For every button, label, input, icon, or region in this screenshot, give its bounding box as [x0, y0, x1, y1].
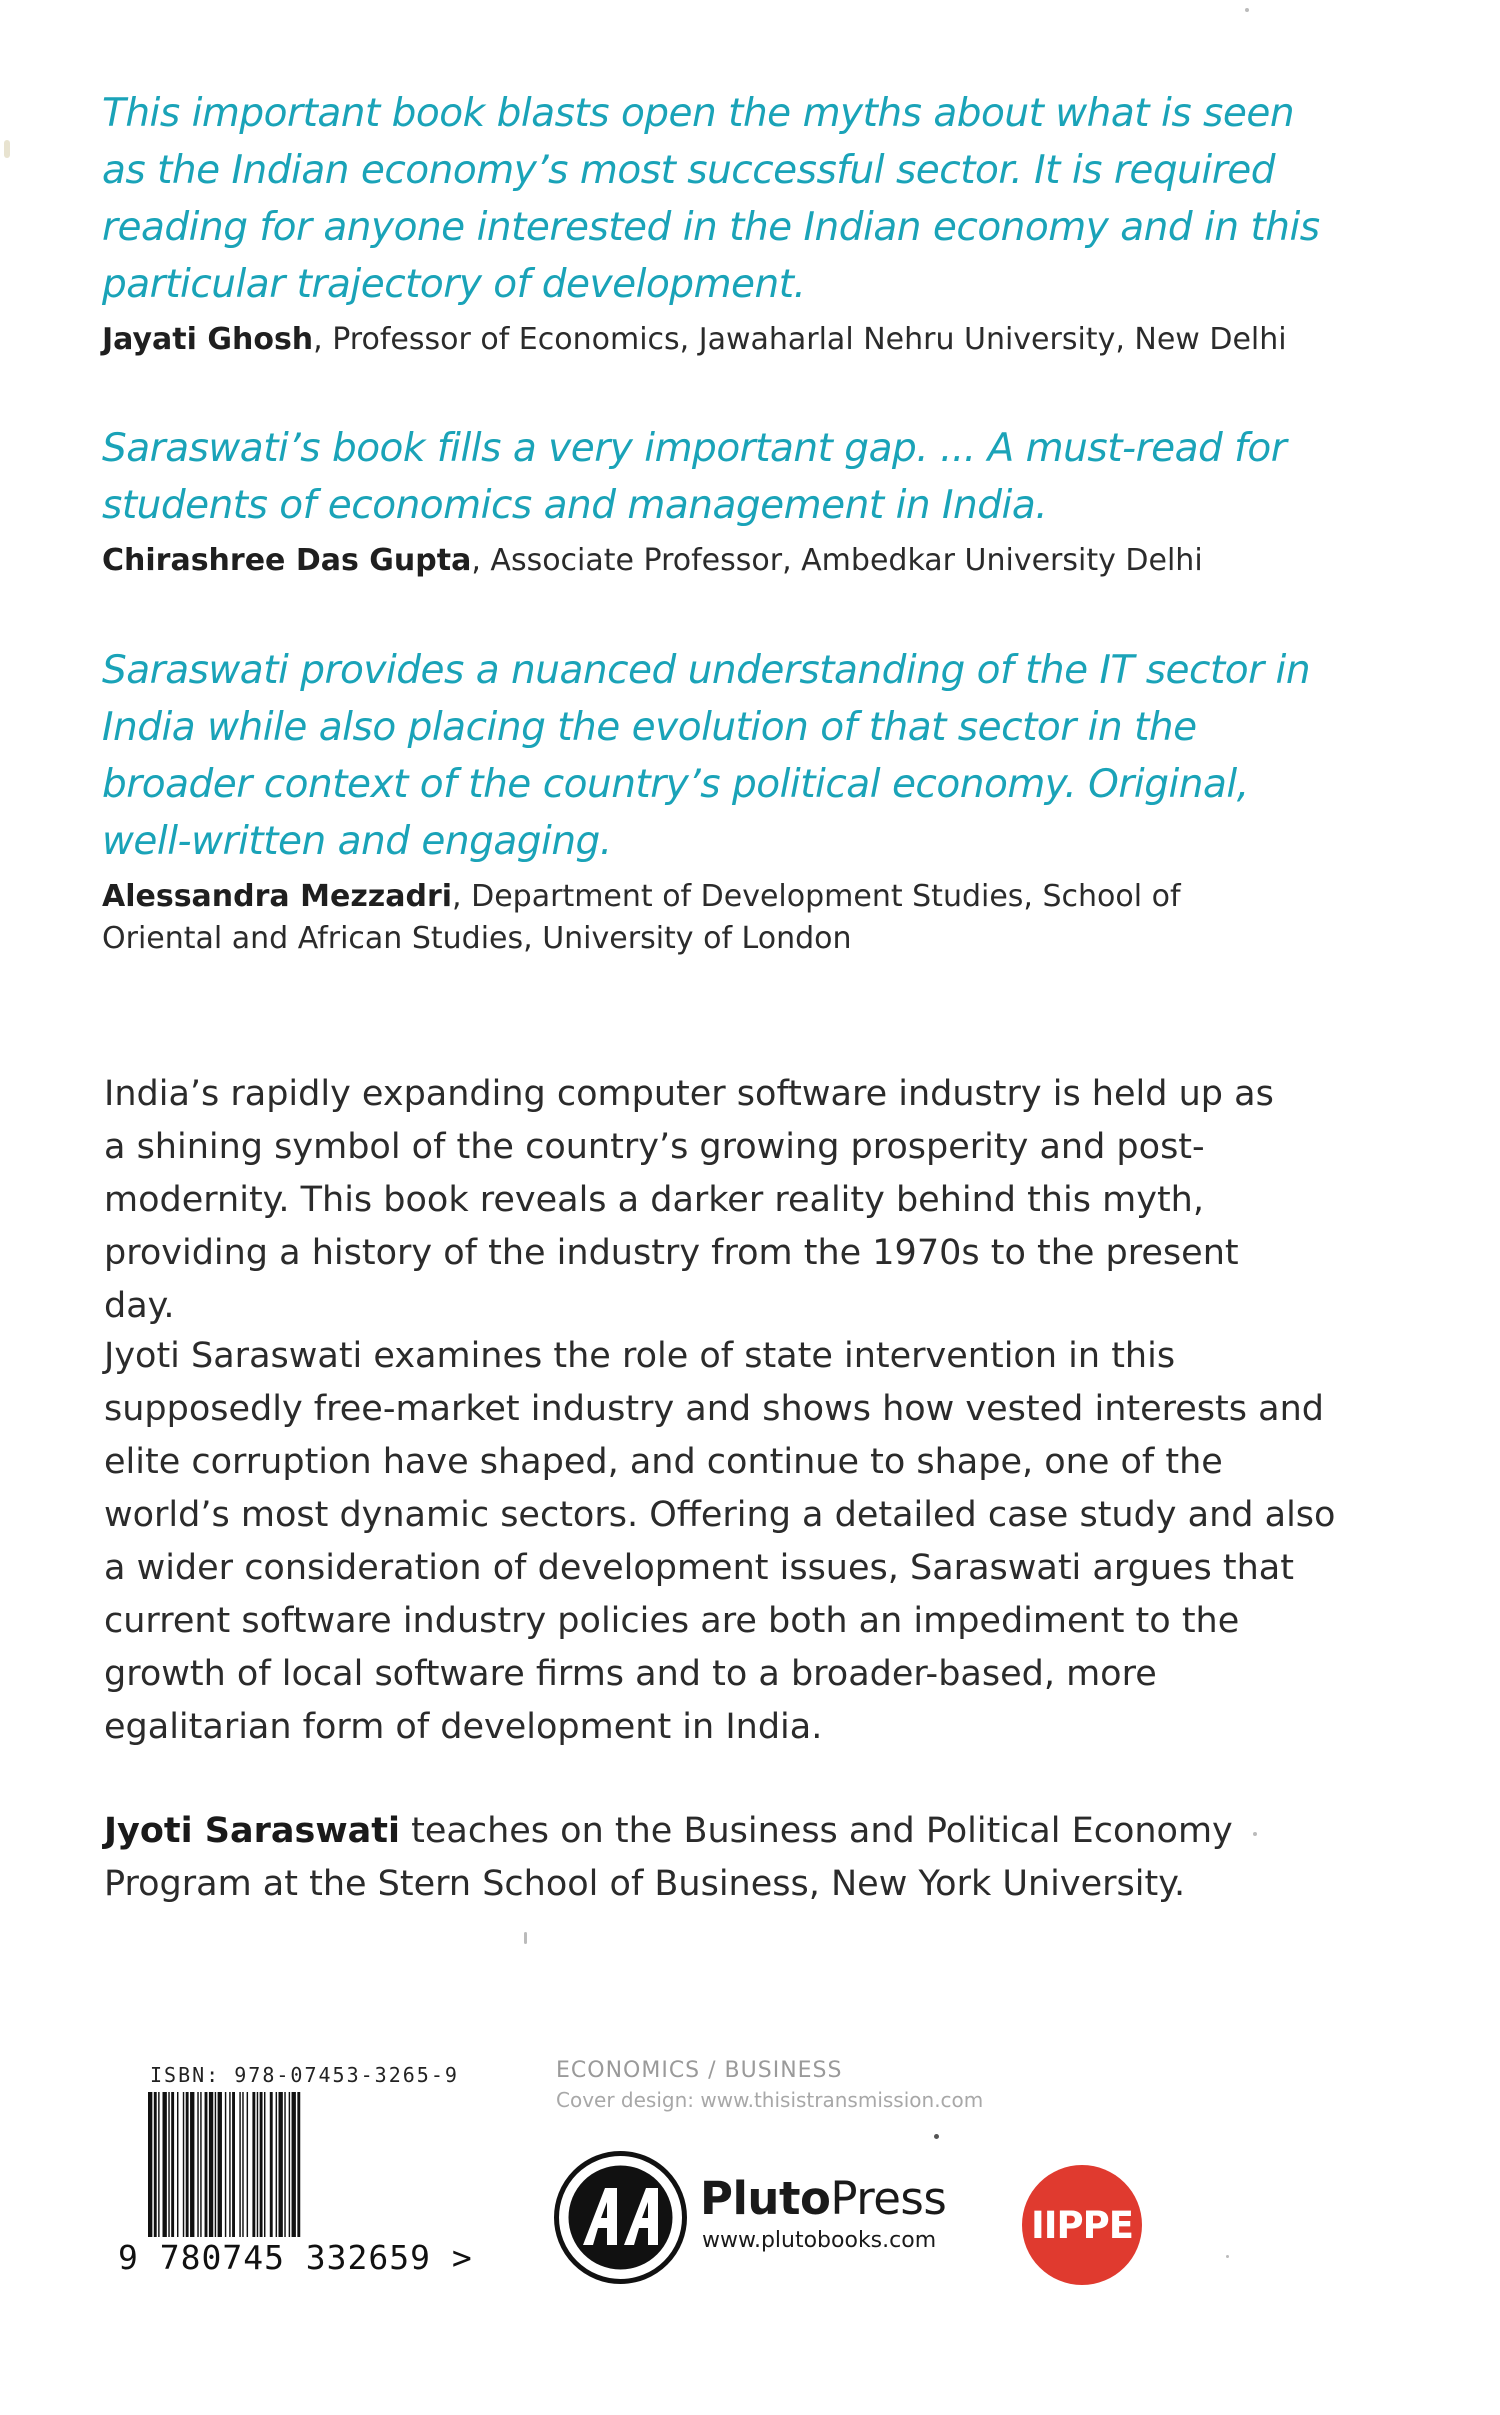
- endorsement-quote: This important book blasts open the myths about what is seen as the Indian economy’s most successful sector. It is required reading for anyone interested in the Indian economy and in this particular trajectory of development.: [102, 91, 1320, 307]
- barcode-bar: [264, 2092, 265, 2237]
- iippe-logo: IIPPE: [1022, 2165, 1142, 2285]
- description-paragraph-1: India’s rapidly expanding computer software industry is held up as a shining symbol of the country’s growing prosperity and post-modernity. This book reveals a darker reality behind this myth, providing a history of the industry from the 1970s to the present day.: [104, 1074, 1274, 1326]
- barcode-bar: [218, 2092, 222, 2237]
- description-paragraph-2: Jyoti Saraswati examines the role of state intervention in this supposedly free-market industry and shows how vested interests and elite corruption have shaped, and continue to shape, one of the world’s most dynamic sectors. Offering a detailed case study and also a wider consideration of development issues, Saraswati argues that current software industry policies are both an impediment to the growth of local software firms and to a broader-based, more egalitarian form of development in India.: [104, 1336, 1336, 1747]
- barcode-bar: [297, 2092, 300, 2237]
- barcode-bar: [279, 2092, 283, 2237]
- scan-speck: [1245, 8, 1249, 12]
- barcode-bar: [239, 2092, 240, 2237]
- barcode-bar: [270, 2092, 273, 2237]
- endorser-name: Jayati Ghosh: [102, 322, 314, 357]
- isbn-label: ISBN: 978-07453-3265-9: [150, 2063, 459, 2087]
- barcode-bar: [232, 2092, 235, 2237]
- barcode-bar: [168, 2092, 169, 2237]
- barcode-digits: 9 780745 332659 >: [118, 2238, 473, 2277]
- barcode-bar: [177, 2092, 178, 2237]
- barcode-bar: [229, 2092, 230, 2237]
- endorsement-1: [102, 85, 1342, 361]
- barcode-bar: [205, 2092, 208, 2237]
- publisher-name-regular: Press: [830, 2172, 947, 2225]
- barcode-bar: [225, 2092, 226, 2237]
- endorser-affiliation: , Professor of Economics, Jawaharlal Nehru University, New Delhi: [313, 322, 1287, 357]
- endorsement-2: [102, 420, 1342, 582]
- barcode-bar: [148, 2092, 152, 2237]
- barcode-bar: [247, 2092, 248, 2237]
- endorsement-attribution: [102, 876, 1202, 960]
- barcode-bar: [215, 2092, 216, 2237]
- scan-speck: [934, 2134, 939, 2139]
- barcode-bar: [257, 2092, 258, 2237]
- scan-speck: [1226, 2255, 1229, 2258]
- barcode-bar: [154, 2092, 157, 2237]
- barcode-bar: [197, 2092, 198, 2237]
- endorsement-quote: Saraswati provides a nuanced understanding of the IT sector in India while also placing the evolution of that sector in the broader context of the country’s political economy. Original, well-written and engaging.: [102, 648, 1311, 864]
- category-label: ECONOMICS / BUSINESS: [556, 2058, 843, 2083]
- scan-speck: [524, 1932, 527, 1944]
- scan-speck: [4, 140, 10, 158]
- publisher-name: [700, 2172, 946, 2225]
- endorsement-attribution: [102, 540, 1342, 582]
- author-name: Jyoti Saraswati: [104, 1811, 401, 1851]
- barcode-bar: [284, 2092, 285, 2237]
- barcode-bar: [252, 2092, 255, 2237]
- barcode-bar: [171, 2092, 174, 2237]
- barcode-bar: [209, 2092, 213, 2237]
- barcode-bar: [190, 2092, 194, 2237]
- author-bio-text: teaches on the Business and Political Economy Program at the Stern School of Business, New York University.: [104, 1811, 1233, 1904]
- barcode-bar: [289, 2092, 290, 2237]
- endorser-affiliation: , Department of Development Studies, School of Oriental and African Studies, University of London: [102, 879, 1181, 956]
- endorser-name: Chirashree Das Gupta: [102, 543, 472, 578]
- endorser-name: Alessandra Mezzadri: [102, 879, 453, 914]
- publisher-url: www.plutobooks.com: [702, 2228, 937, 2253]
- barcode-bar: [186, 2092, 189, 2237]
- cover-design-credit: Cover design: www.thisistransmission.com: [556, 2088, 984, 2112]
- barcode-bar: [242, 2092, 243, 2237]
- endorsement-quote: Saraswati’s book fills a very important gap. ... A must-read for students of economics and management in India.: [102, 426, 1287, 528]
- scan-speck: [1253, 1832, 1257, 1836]
- barcode-bar: [260, 2092, 263, 2237]
- endorsement-3: [102, 642, 1342, 960]
- barcode-bar: [158, 2092, 159, 2237]
- author-bio: [104, 1805, 1254, 1911]
- barcode-bar: [200, 2092, 201, 2237]
- barcode-bar: [163, 2092, 167, 2237]
- barcode: [148, 2092, 448, 2237]
- barcode-bar: [183, 2092, 184, 2237]
- endorsement-attribution: [102, 319, 1342, 361]
- publisher-name-bold: Pluto: [700, 2172, 831, 2225]
- barcode-bar: [292, 2092, 296, 2237]
- pluto-press-logo-icon: [553, 2150, 688, 2285]
- endorser-affiliation: , Associate Professor, Ambedkar University Delhi: [471, 543, 1203, 578]
- barcode-bar: [276, 2092, 277, 2237]
